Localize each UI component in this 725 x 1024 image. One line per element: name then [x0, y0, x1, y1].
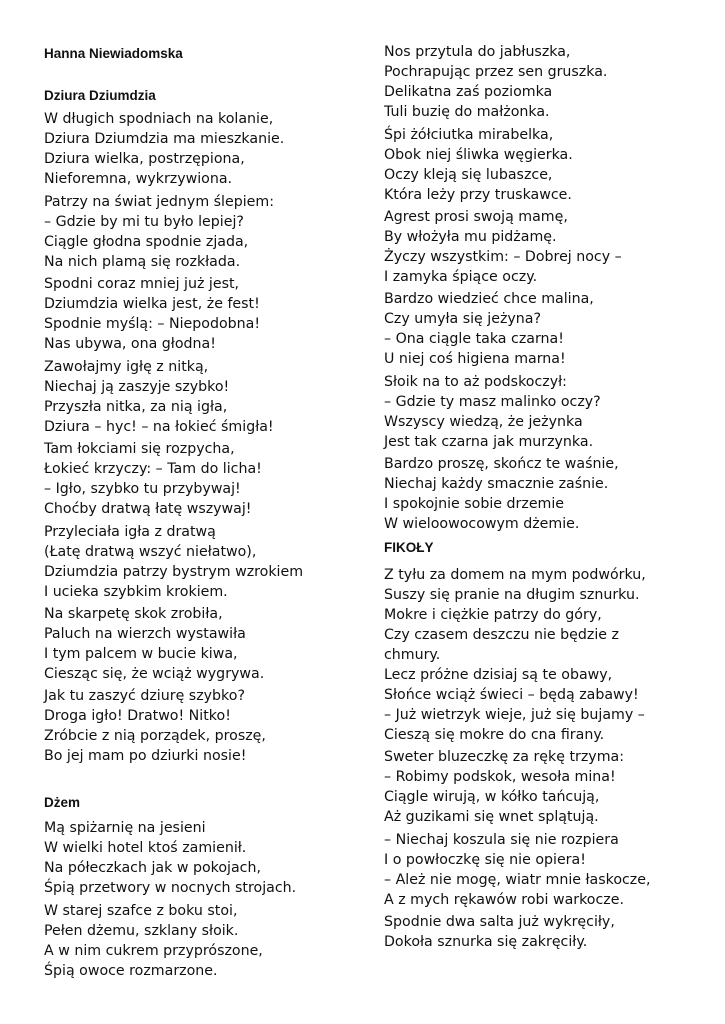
- poem-line: Pochrapując przez sen gruszka.: [384, 64, 608, 80]
- poem-line: (Łatę dratwą wszyć niełatwo),: [44, 544, 257, 560]
- poem-line: Aż guzikami się wnet splątują.: [384, 809, 599, 825]
- stanza: [44, 357, 274, 437]
- poem-line: I ucieka szybkim krokiem.: [44, 584, 228, 600]
- poem-line: Słoik na to aż podskoczył:: [384, 374, 567, 390]
- poem-line: Dziumdzia patrzy bystrym wzrokiem: [44, 564, 304, 580]
- poem-line: I zamyka śpiące oczy.: [384, 269, 538, 285]
- poem-line: Mą spiżarnię na jesieni: [44, 820, 206, 836]
- poem-line: – Ona ciągle taka czarna!: [384, 331, 564, 347]
- poem-line: Ciągle głodna spodnie zjada,: [44, 234, 249, 250]
- poem-line: – Robimy podskok, wesoła mina!: [384, 769, 616, 785]
- poem-line: – Gdzie by mi tu było lepiej?: [44, 214, 244, 230]
- poem-line: Nos przytula do jabłuszka,: [384, 44, 571, 60]
- poem-title-dziura-dziumdzia: Dziura Dziumdzia: [44, 88, 156, 103]
- poem-line: Tam łokciami się rozpycha,: [44, 441, 235, 457]
- poem-line: W wielki hotel ktoś zamienił.: [44, 840, 247, 856]
- poem-line: Agrest prosi swoją mamę,: [384, 209, 568, 225]
- poem-line: chmury.: [384, 647, 441, 663]
- poem-line: I spokojnie sobie drzemie: [384, 496, 565, 512]
- stanza: [384, 372, 601, 452]
- poem-line: Bardzo wiedzieć chce malina,: [384, 291, 594, 307]
- poem-line: Nas ubywa, ona głodna!: [44, 336, 216, 352]
- poem-line: Z tyłu za domem na mym podwórku,: [384, 567, 646, 583]
- stanza: [384, 289, 594, 369]
- stanza: [384, 912, 615, 952]
- poem-line: Droga igło! Dratwo! Nitko!: [44, 708, 231, 724]
- poem-line: Sweter bluzeczkę za rękę trzyma:: [384, 749, 624, 765]
- poem-line: Dziura – hyc! – na łokieć śmigła!: [44, 419, 274, 435]
- poem-line: Jest tak czarna jak murzynka.: [384, 434, 594, 450]
- poem-line: – Już wietrzyk wieje, już się bujamy –: [384, 707, 645, 723]
- stanza: [384, 125, 573, 205]
- poem-line: Ciesząc się, że wciąż wygrywa.: [44, 666, 265, 682]
- stanza: [384, 830, 651, 910]
- poem-line: Nieforemna, wykrzywiona.: [44, 171, 233, 187]
- poem-line: Zawołajmy igłę z nitką,: [44, 359, 209, 375]
- stanza: [44, 522, 303, 602]
- poem-line: Przyszła nitka, za nią igła,: [44, 399, 228, 415]
- poem-line: Dziumdzia wielka jest, że fest!: [44, 296, 260, 312]
- poem-line: Spodni coraz mniej już jest,: [44, 276, 240, 292]
- stanza: [44, 274, 260, 354]
- poem-line: Delikatna zaś poziomka: [384, 84, 553, 100]
- poem-line: A w nim cukrem przyprószone,: [44, 943, 263, 959]
- poem-line: Dziura Dziumdzia ma mieszkanie.: [44, 131, 285, 147]
- poem-line: Czy umyła się jeżyna?: [384, 311, 542, 327]
- poem-line: Śpią przetwory w nocnych strojach.: [44, 880, 297, 896]
- poem-line: Czy czasem deszczu nie będzie z: [384, 627, 619, 643]
- poem-line: Dokoła sznurka się zakręciły.: [384, 934, 588, 950]
- poem-line: – Gdzie ty masz malinko oczy?: [384, 394, 601, 410]
- poem-line: Ciągle wirują, w kółko tańcują,: [384, 789, 600, 805]
- stanza: [384, 207, 622, 287]
- poem-line: Bardzo proszę, skończ te waśnie,: [384, 456, 619, 472]
- poem-line: – Niechaj koszula się nie rozpiera: [384, 832, 619, 848]
- poem-line: Spodnie dwa salta już wykręciły,: [384, 914, 615, 930]
- poem-line: Łokieć krzyczy: – Tam do licha!: [44, 461, 262, 477]
- stanza: [44, 604, 264, 684]
- stanza: [44, 109, 284, 189]
- poem-line: Suszy się pranie na długim sznurku.: [384, 587, 640, 603]
- poem-line: Życzy wszystkim: – Dobrej nocy –: [384, 249, 622, 265]
- poem-line: Niechaj ją zaszyje szybko!: [44, 379, 230, 395]
- poem-line: Oczy kleją się lubaszce,: [384, 167, 553, 183]
- poem-line: Wszyscy wiedzą, że jeżynka: [384, 414, 583, 430]
- poem-line: W wieloowocowym dżemie.: [384, 516, 580, 532]
- poem-line: Śpią owoce rozmarzone.: [44, 963, 218, 979]
- stanza: [384, 42, 607, 122]
- stanza: [44, 192, 274, 272]
- stanza: [384, 747, 624, 827]
- stanza: [44, 818, 296, 898]
- poem-line: Mokre i ciężkie patrzy do góry,: [384, 607, 602, 623]
- poem-line: Dziura wielka, postrzępiona,: [44, 151, 245, 167]
- poem-line: Zróbcie z nią porządek, proszę,: [44, 728, 266, 744]
- poem-line: Śpi żółciutka mirabelka,: [384, 127, 554, 143]
- poem-title-dzem: Dżem: [44, 795, 81, 810]
- poem-line: W długich spodniach na kolanie,: [44, 111, 274, 127]
- stanza: [44, 901, 263, 981]
- stanza: [384, 565, 646, 665]
- poem-line: Lecz próżne dzisiaj są te obawy,: [384, 667, 613, 683]
- poem-line: Pełen dżemu, szklany słoik.: [44, 923, 239, 939]
- poem-line: I o powłoczkę się nie opiera!: [384, 852, 586, 868]
- poem-line: A z mych rękawów robi warkocze.: [384, 892, 624, 908]
- poem-line: Na skarpetę skok zrobiła,: [44, 606, 223, 622]
- poem-line: Przyleciała igła z dratwą: [44, 524, 216, 540]
- poem-line: Słońce wciąż świeci – będą zabawy!: [384, 687, 639, 703]
- poem-line: Niechaj każdy smacznie zaśnie.: [384, 476, 609, 492]
- poem-line: – Igło, szybko tu przybywaj!: [44, 481, 241, 497]
- stanza: [44, 686, 266, 766]
- poem-line: Tuli buzię do małżonka.: [384, 104, 550, 120]
- poem-line: Bo jej mam po dziurki nosie!: [44, 748, 247, 764]
- poem-line: U niej coś higiena marna!: [384, 351, 566, 367]
- poem-line: Paluch na wierzch wystawiła: [44, 626, 246, 642]
- stanza: [44, 439, 262, 519]
- author-name: Hanna Niewiadomska: [44, 46, 183, 61]
- poem-line: Obok niej śliwka węgierka.: [384, 147, 573, 163]
- poem-title-fikoly: FIKOŁY: [384, 540, 434, 555]
- poem-line: Jak tu zaszyć dziurę szybko?: [44, 688, 245, 704]
- poem-line: W starej szafce z boku stoi,: [44, 903, 238, 919]
- poem-line: Spodnie myślą: – Niepodobna!: [44, 316, 261, 332]
- poem-line: Na półeczkach jak w pokojach,: [44, 860, 261, 876]
- stanza: [384, 454, 619, 534]
- poem-line: Cieszą się mokre do cna firany.: [384, 727, 605, 743]
- poem-line: Patrzy na świat jednym ślepiem:: [44, 194, 274, 210]
- poem-line: Choćby dratwą łatę wszywaj!: [44, 501, 252, 517]
- stanza: [384, 665, 645, 745]
- poem-line: I tym palcem w bucie kiwa,: [44, 646, 238, 662]
- poem-line: – Ależ nie mogę, wiatr mnie łaskocze,: [384, 872, 651, 888]
- poem-line: Na nich plamą się rozkłada.: [44, 254, 241, 270]
- poem-line: By włożyła mu pidżamę.: [384, 229, 557, 245]
- poem-line: Która leży przy truskawce.: [384, 187, 572, 203]
